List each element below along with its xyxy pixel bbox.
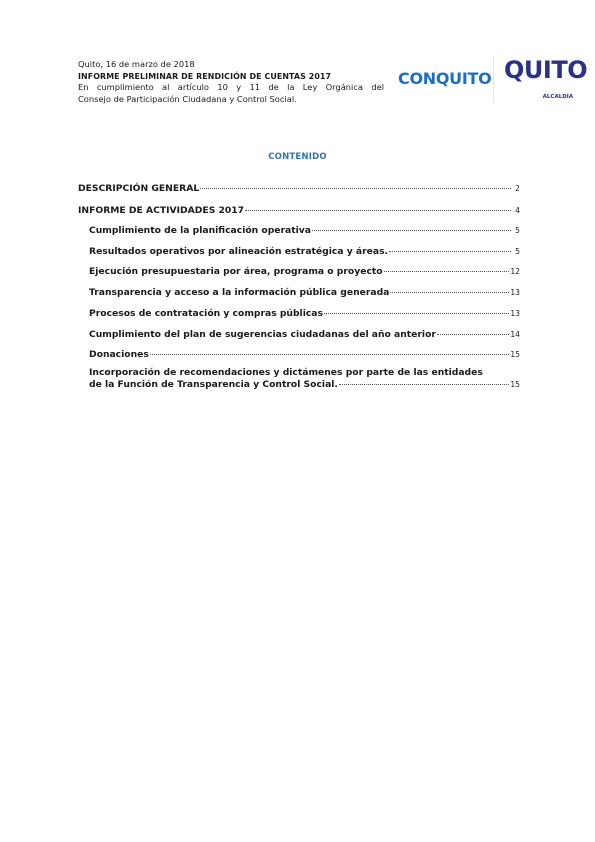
toc-page-number: 14: [510, 330, 520, 339]
report-title: INFORME PRELIMINAR DE RENDICIÓN DE CUENTAS 2017: [78, 71, 332, 81]
toc-entry-ejecucion-presupuestaria[interactable]: [89, 266, 520, 277]
toc-entry-label: Cumplimiento del plan de sugerencias ciudadanas del año anterior: [89, 329, 436, 340]
toc-entry-label-line2: de la Función de Transparencia y Control Social.: [89, 379, 338, 390]
toc-entry-label: Donaciones: [89, 349, 149, 360]
toc-entry-informe-actividades[interactable]: [78, 205, 520, 216]
quito-logo: [504, 56, 588, 100]
toc-leader-dots: [200, 188, 511, 189]
toc-page-number: 5: [515, 247, 520, 256]
document-header: [78, 59, 384, 105]
toc-leader-dots: [390, 292, 509, 293]
toc-leader-dots: [437, 334, 509, 335]
logos: [398, 54, 595, 114]
date-line: Quito, 16 de marzo de 2018: [78, 59, 195, 69]
toc-page-number: 12: [510, 267, 520, 276]
toc-entry-label-continued: [89, 379, 520, 391]
toc-entry-label: Transparencia y acceso a la información pública generada: [89, 287, 390, 298]
compliance-line-2: Consejo de Participación Ciudadana y Control Social.: [78, 93, 297, 104]
toc-page-number: 4: [515, 206, 520, 215]
toc-entry-label: DESCRIPCIÓN GENERAL: [78, 183, 200, 194]
toc-page-number: 15: [510, 380, 520, 389]
toc-leader-dots: [384, 271, 510, 272]
toc-leader-dots: [312, 230, 511, 231]
toc-entry-contratacion[interactable]: [89, 308, 520, 319]
toc-entry-label: INFORME DE ACTIVIDADES 2017: [78, 205, 245, 216]
toc-entry-donaciones[interactable]: [89, 349, 520, 360]
conquito-logo: CONQUITO: [398, 69, 492, 88]
toc-leader-dots: [245, 210, 511, 211]
toc-entry-descripcion-general[interactable]: [78, 183, 520, 194]
toc-entry-sugerencias-ciudadanas[interactable]: [89, 329, 520, 340]
quito-logo-subtitle: ALCALDÍA: [542, 94, 574, 100]
toc-leader-dots: [339, 384, 509, 385]
toc-page-number: 5: [515, 226, 520, 235]
toc-entry-transparencia[interactable]: [89, 287, 520, 298]
toc-entry-label: Incorporación de recomendaciones y dictámenes por parte de las entidades: [89, 367, 483, 378]
toc-heading: CONTENIDO: [268, 152, 327, 162]
toc-leader-dots: [150, 354, 510, 355]
toc-page-number: 13: [510, 288, 520, 297]
toc-entry-label: Resultados operativos por alineación estratégica y áreas.: [89, 246, 389, 257]
toc-entry-planificacion-operativa[interactable]: [89, 225, 520, 236]
toc-entry-recomendaciones[interactable]: [89, 367, 520, 391]
toc-leader-dots: [389, 251, 511, 252]
compliance-line-1: En cumplimiento al artículo 10 y 11 de la Ley Orgánica del: [78, 82, 384, 93]
toc-entry-label: Ejecución presupuestaria por área, programa o proyecto: [89, 266, 383, 277]
toc-page-number: 15: [510, 350, 520, 359]
toc-entry-label: Cumplimiento de la planificación operativa: [89, 225, 311, 236]
toc-page-number: 2: [515, 184, 520, 193]
logo-divider: [493, 56, 494, 102]
toc-leader-dots: [324, 313, 509, 314]
toc-entry-resultados-operativos[interactable]: [89, 246, 520, 257]
quito-logo-word: QUITO: [504, 56, 588, 84]
toc-page-number: 13: [510, 309, 520, 318]
toc-entry-label: Procesos de contratación y compras públicas: [89, 308, 323, 319]
